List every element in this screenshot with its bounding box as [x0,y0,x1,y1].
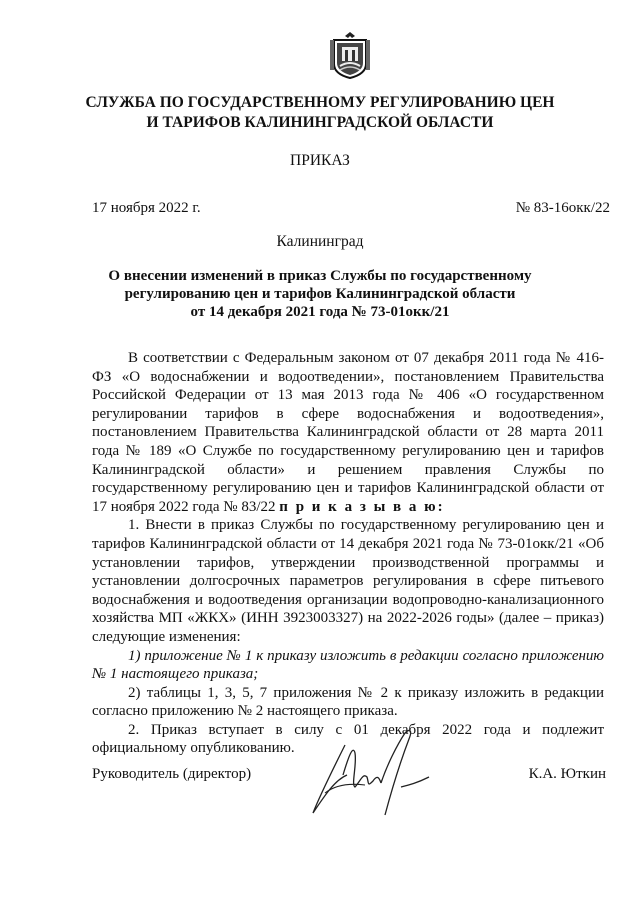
coat-of-arms-emblem [328,30,372,80]
order-word: п р и к а з ы в а ю: [279,498,445,515]
paragraph-subitem-1 [92,647,604,684]
title-line2: регулированию цен и тарифов Калининградской области [124,286,516,302]
document-title [60,267,580,321]
document-date: 17 ноября 2022 г. [92,200,201,216]
document-body [92,349,604,758]
city: Калининград [276,233,364,250]
signatory-name: К.А. Юткин [528,766,606,782]
title-line1: О внесении изменений в приказ Службы по государственному [108,268,532,284]
title-line3: от 14 декабря 2021 года № 73-01окк/21 [190,304,450,320]
paragraph-item-1: 1. Внести в приказ Службы по государственному регулированию цен и тарифов Калининградской области от 14 декабря 2021 года № 73-01окк/21 «Об установлении тарифов, утверждении производственной программы и установлении долгосрочных параметров регулирования в сфере питьевого водоснабжения и водоотведения организации водопроводно-канализационного хозяйства МП «ЖКХ» (ИНН 3923003327) на 2022-2026 годы» (далее – приказ) следующие изменения: [92,517,604,645]
subitem-1-text: 1) приложение № 1 к приказу изложить в редакции согласно приложению № 1 настоящего приказа; [92,647,604,683]
document-number: № 83-16окк/22 [515,200,610,216]
handwritten-signature [305,725,445,820]
preamble-paragraph [92,349,604,516]
signatory-position: Руководитель (директор) [92,766,252,782]
paragraph-item-2: 2. Приказ вступает в силу с 01 декабря 2022 года и подлежит официальному опубликованию. [92,721,604,757]
organization-name-line1: СЛУЖБА ПО ГОСУДАРСТВЕННОМУ РЕГУЛИРОВАНИЮ ЦЕН [85,94,555,111]
paragraph-subitem-2: 2) таблицы 1, 3, 5, 7 приложения № 2 к приказу изложить в редакции согласно приложению № 2 настоящего приказа. [92,684,604,720]
document-type: ПРИКАЗ [290,152,350,169]
preamble-text: В соответствии с Федеральным законом от 07 декабря 2011 года № 416-ФЗ «О водоснабжении и водоотведении», постановлением Правительства Российской Федерации от 13 мая 2013 года № 406 «О государственном регулировании тарифов в сфере водоснабжения и водоотведения», постановлением Правительства Калининградской области от 28 марта 2011 года № 189 «О Службе по государственному регулированию цен и тарифов Калининградской области» и решением правления Службы по государственному регулированию цен и тарифов Калининградской области от 17 ноября 2022 года № 83/22 [92,350,604,515]
organization-name-line2: И ТАРИФОВ КАЛИНИНГРАДСКОЙ ОБЛАСТИ [146,114,494,131]
